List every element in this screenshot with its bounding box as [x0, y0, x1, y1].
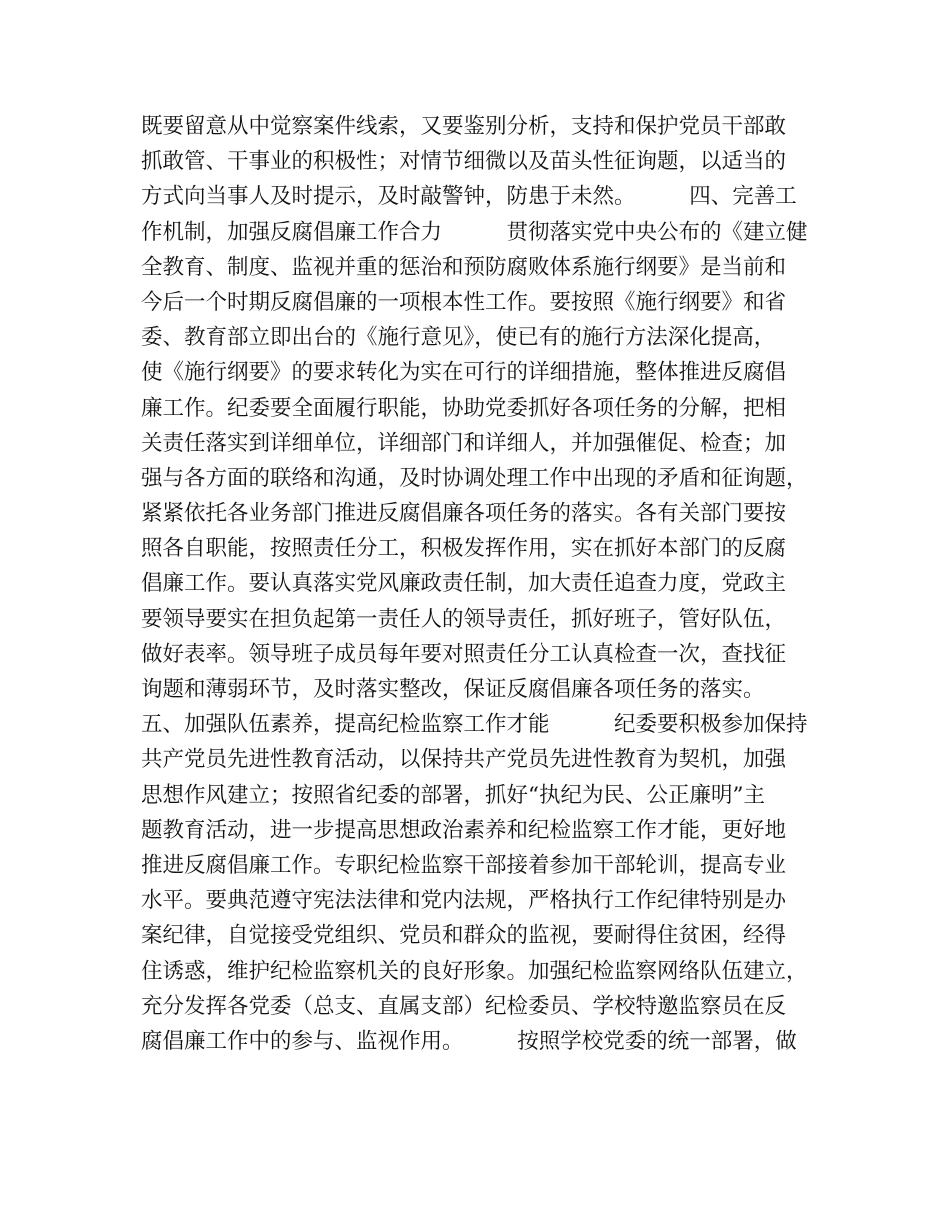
text-line: 强与各方面的联络和沟通，及时协调处理工作中出现的矛盾和征询题，: [141, 465, 808, 491]
text-line: 抓敢管、干事业的积极性；对情节细微以及苗头性征询题，以适当的: [141, 149, 787, 175]
text-line: 五、加强队伍素养，提高纪检监察工作才能 纪委要积极参加保持: [141, 712, 808, 738]
text-line: 方式向当事人及时提示，及时敲警钟，防患于未然。 四、完善工: [141, 184, 797, 210]
text-line: 要领导要实在担负起第一责任人的领导责任，抓好班子，管好队伍，: [141, 606, 787, 632]
text-line: 关责任落实到详细单位，详细部门和详细人，并加强催促、检查；加: [141, 430, 787, 456]
text-line: 询题和薄弱环节，及时落实整改，保证反腐倡廉各项任务的落实。: [141, 677, 765, 702]
text-line: 委、教育部立即出台的《施行意见》，使已有的施行方法深化提高，: [141, 325, 776, 351]
text-line: 既要留意从中觉察案件线索，又要鉴别分析，支持和保护党员干部敢: [141, 114, 787, 139]
text-line: 腐倡廉工作中的参与、监视作用。 按照学校党委的统一部署，做: [141, 1028, 797, 1054]
text-line: 题教育活动，进一步提高思想政治素养和纪检监察工作才能，更好地: [141, 817, 787, 843]
text-line: 紧紧依托各业务部门推进反腐倡廉各项任务的落实。各有关部门要按: [141, 501, 787, 527]
text-line: 廉工作。纪委要全面履行职能，协助党委抓好各项任务的分解，把相: [141, 395, 787, 421]
text-line: 水平。要典范遵守宪法法律和党内法规，严格执行工作纪律特别是办: [141, 888, 787, 914]
body-text: [141, 109, 831, 1059]
text-line: 今后一个时期反腐倡廉的一项根本性工作。要按照《施行纲要》和省: [141, 289, 787, 315]
text-line: 充分发挥各党委（总支、直属支部）纪检委员、学校特邀监察员在反: [141, 993, 787, 1019]
text-line: 倡廉工作。要认真落实党风廉政责任制，加大责任追查力度，党政主: [141, 571, 787, 597]
text-line: 全教育、制度、监视并重的惩治和预防腐败体系施行纲要》是当前和: [141, 254, 787, 280]
text-line: 住诱惑，维护纪检监察机关的良好形象。加强纪检监察网络队伍建立，: [141, 958, 808, 984]
text-line: 共产党员先进性教育活动，以保持共产党员先进性教育为契机，加强: [141, 747, 787, 773]
text-line: 案纪律，自觉接受党组织、党员和群众的监视，要耐得住贫困，经得: [141, 923, 787, 949]
text-line: 作机制，加强反腐倡廉工作合力 贯彻落实党中央公布的《建立健: [141, 219, 808, 245]
text-line: 照各自职能，按照责任分工，积极发挥作用，实在抓好本部门的反腐: [141, 536, 787, 562]
text-line: 推进反腐倡廉工作。专职纪检监察干部接着参加干部轮训，提高专业: [141, 852, 787, 878]
text-line: 思想作风建立；按照省纪委的部署，抓好“执纪为民、公正廉明”主: [141, 782, 765, 808]
text-line: 使《施行纲要》的要求转化为实在可行的详细措施，整体推进反腐倡: [141, 360, 787, 386]
text-line: 做好表率。领导班子成员每年要对照责任分工认真检查一次，查找征: [141, 641, 787, 667]
